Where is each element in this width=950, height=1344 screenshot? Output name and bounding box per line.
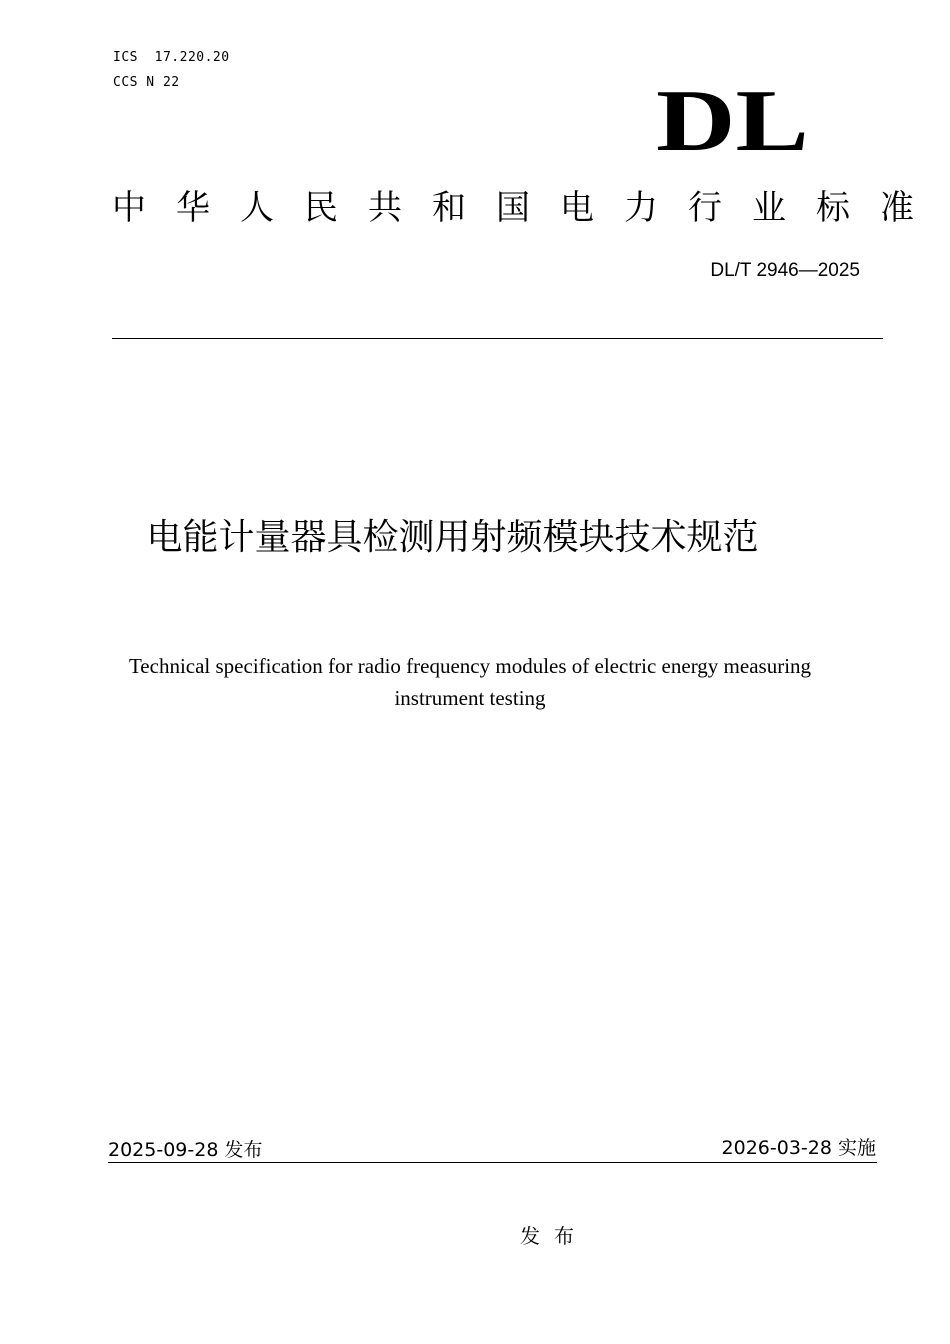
header-divider [112,338,883,339]
standard-number: DL/T 2946—2025 [710,260,860,281]
document-title-chinese: 电能计量器具检测用射频模块技术规范 [146,517,759,558]
dates-divider [108,1162,877,1163]
publish-label: 发布 [520,1224,588,1248]
organization-title: 中华人民共和国电力行业标准 [112,188,944,228]
ccs-code: CCS N 22 [113,75,180,90]
dl-logo: DL [656,73,809,170]
ics-code: ICS 17.220.20 [113,50,230,65]
issue-date: 2025-09-28 发布 [108,1139,263,1161]
document-title-english: Technical specification for radio frequency modules of electric energy measuring instrument testing [128,654,812,710]
implementation-date: 2026-03-28 实施 [721,1137,876,1159]
